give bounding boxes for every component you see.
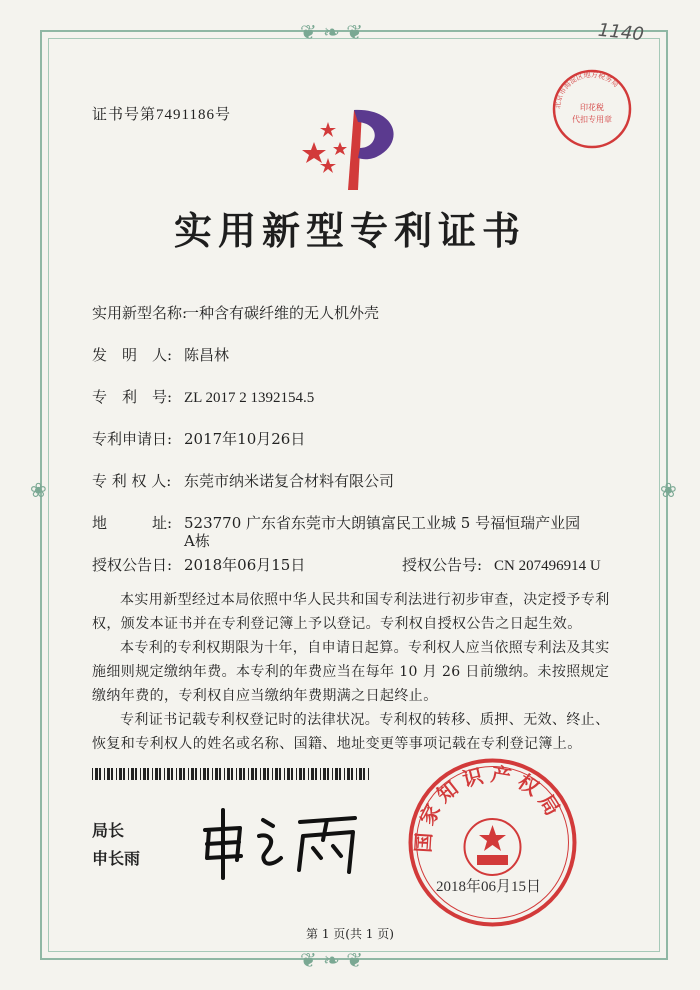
field-address-continuation: A栋: [184, 532, 210, 550]
field-label: 地 址:: [92, 514, 173, 532]
field-value: 2017年10月26日: [184, 430, 306, 448]
director-name: 申长雨: [92, 849, 141, 868]
director-title: 局长: [92, 821, 125, 840]
field-label: 专 利 权 人:: [92, 472, 172, 490]
certificate-number-suffix: 号: [214, 105, 231, 123]
body-paragraph: 本实用新型经过本局依照中华人民共和国专利法进行初步审查，决定授予专利权，颁发本证书并在专利登记簿上予以登记。专利权自授权公告之日起生效。: [92, 592, 610, 632]
page-footer: 第 1 页(共 1 页): [306, 927, 394, 941]
certificate-number-value: 7491186: [156, 107, 215, 123]
field-label: 实用新型名称:: [92, 304, 188, 322]
right-ornament-icon: ❀: [660, 478, 677, 502]
field-model-name: [92, 302, 379, 323]
field-label: 专 利 号:: [92, 388, 173, 406]
field-value: 陈昌林: [184, 346, 230, 364]
barcode: [92, 768, 372, 780]
svg-text:印花税: 印花税: [580, 103, 604, 112]
field-value: ZL 2017 2 1392154.5: [184, 390, 315, 406]
director-signature: [195, 800, 365, 880]
field-filing-date: [92, 428, 305, 449]
patent-office-seal: [405, 755, 580, 930]
svg-text:代扣专用章: 代扣专用章: [572, 115, 612, 124]
handwritten-number: 1140: [597, 19, 645, 46]
field-value: 东莞市纳米诺复合材料有限公司: [184, 472, 395, 490]
field-grant-number: [402, 554, 601, 575]
field-patentee: [92, 470, 394, 491]
svg-text:北京市海淀区地方税务局: 北京市海淀区地方税务局: [553, 70, 620, 110]
field-value: 523770 广东省东莞市大朗镇富民工业城 5 号福恒瑞产业园: [184, 514, 581, 532]
patent-office-logo-icon: [300, 100, 410, 195]
left-ornament-icon: ❀: [30, 478, 47, 502]
field-value: 2018年06月15日: [184, 556, 306, 574]
svg-text:国家知识产权局: 国家知识产权局: [410, 761, 569, 854]
certificate-title: 实用新型专利证书: [173, 208, 526, 253]
tax-stamp-seal: [548, 65, 636, 153]
field-label: 授权公告日:: [92, 556, 173, 574]
field-grant-date: [92, 554, 305, 575]
body-paragraph: 专利证书记载专利权登记时的法律状况。专利权的转移、质押、无效、终止、恢复和专利权人的姓名或名称、国籍、地址变更等事项记载在专利登记簿上。: [92, 712, 610, 752]
field-patent-number: [92, 386, 314, 407]
field-label: 授权公告号:: [402, 556, 483, 574]
field-label: 专利申请日:: [92, 430, 173, 448]
field-value: 一种含有碳纤维的无人机外壳: [184, 304, 380, 322]
field-label: 发 明 人:: [92, 346, 173, 364]
certificate-number-label: 证书号第: [92, 105, 157, 123]
field-value: CN 207496914 U: [494, 558, 601, 574]
body-paragraph: 本专利的专利权期限为十年，自申请日起算。专利权人应当依照专利法及其实施细则规定缴纳年费。本专利的年费应当在每年 10 月 26 日前缴纳。未按照规定缴纳年费的，专利权自应当缴纳年费期满之日起终止。: [92, 640, 610, 704]
certificate-number: [92, 103, 231, 124]
field-inventor: [92, 344, 229, 365]
certificate-body: [92, 588, 612, 756]
bottom-ornament-icon: ❦ ❧ ❦: [300, 948, 363, 972]
seal-date: 2018年06月15日: [436, 879, 542, 895]
field-address: [92, 512, 580, 533]
top-ornament-icon: ❦ ❧ ❦: [300, 20, 363, 44]
